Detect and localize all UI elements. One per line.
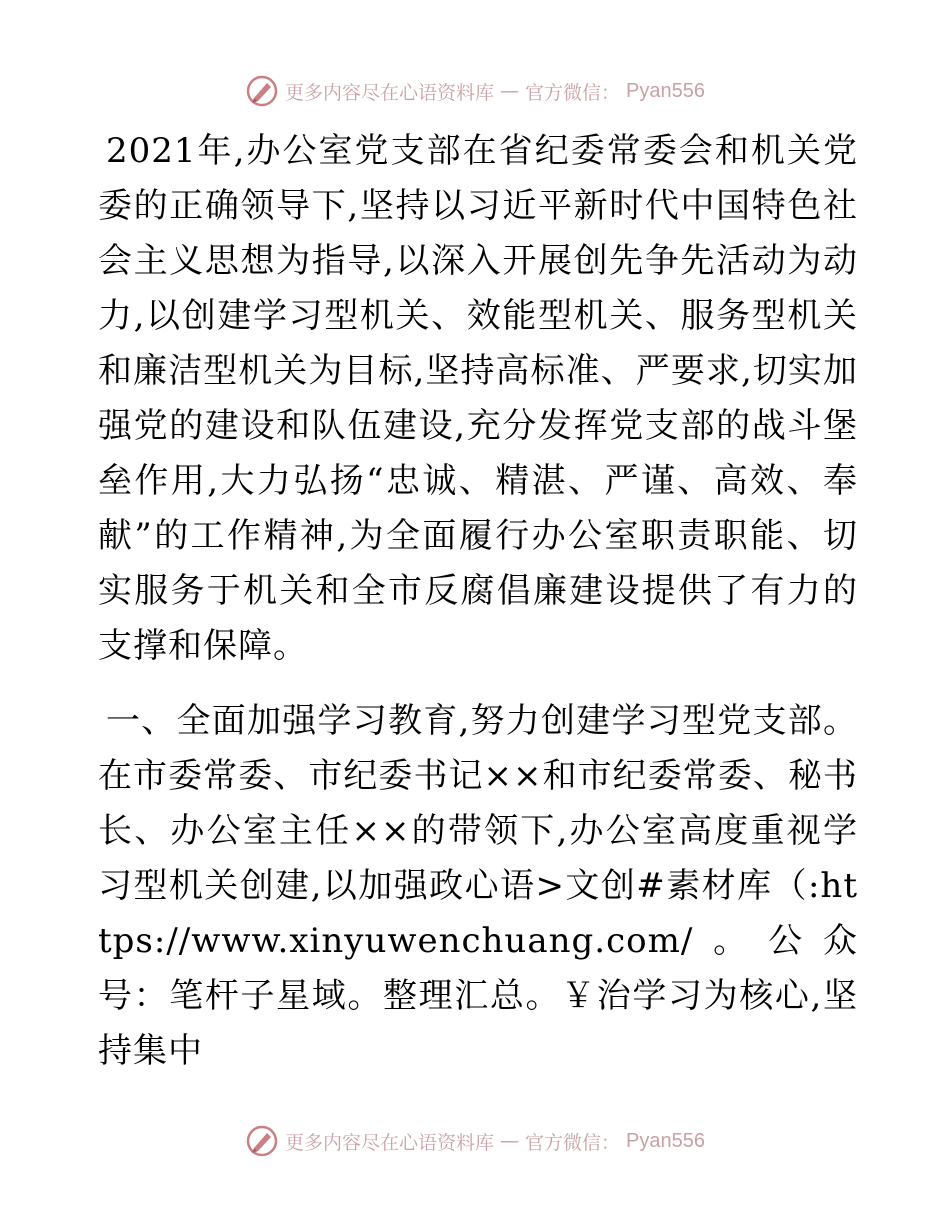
watermark-wechat-label: 官方微信：	[525, 1131, 621, 1154]
watermark-separator: —	[500, 80, 520, 102]
watermark-brand-text: 更多内容尽在心语资料库	[285, 1131, 495, 1154]
header-watermark	[0, 74, 950, 108]
pen-nib-icon	[245, 74, 279, 108]
paragraph-section-one: 一、全面加强学习教育,努力创建学习型党支部。在市委常委、市纪委书记××和市纪委常委、秘书长、办公室主任××的带领下,办公室高度重视学习型机关创建,以加强政心语>文创#素材库（:https://www.xinyuwenchuang.com/。公众号：笔杆子星域。整理汇总。￥治学习为核心,坚持集中	[98, 701, 858, 1071]
watermark-wechat-label: 官方微信：	[525, 81, 621, 104]
watermark-separator: —	[500, 1130, 520, 1152]
paragraph-intro: 2021年,办公室党支部在省纪委常委会和机关党委的正确领导下,坚持以习近平新时代中国特色社会主义思想为指导,以深入开展创先争先活动为动力,以创建学习型机关、效能型机关、服务型机关和廉洁型机关为目标,坚持高标准、严要求,切实加强党的建设和队伍建设,充分发挥党支部的战斗堡垒作用,大力弘扬“忠诚、精湛、严谨、高效、奉献”的工作精神,为全面履行办公室职责职能、切实服务于机关和全市反腐倡廉建设提供了有力的支撑和保障。	[98, 131, 858, 666]
pen-nib-icon	[245, 1124, 279, 1158]
document-body	[98, 124, 858, 1079]
watermark-wechat-id: Pyan556	[626, 1129, 705, 1152]
watermark-brand-text: 更多内容尽在心语资料库	[285, 81, 495, 104]
watermark-wechat-id: Pyan556	[626, 79, 705, 102]
footer-watermark	[0, 1124, 950, 1158]
